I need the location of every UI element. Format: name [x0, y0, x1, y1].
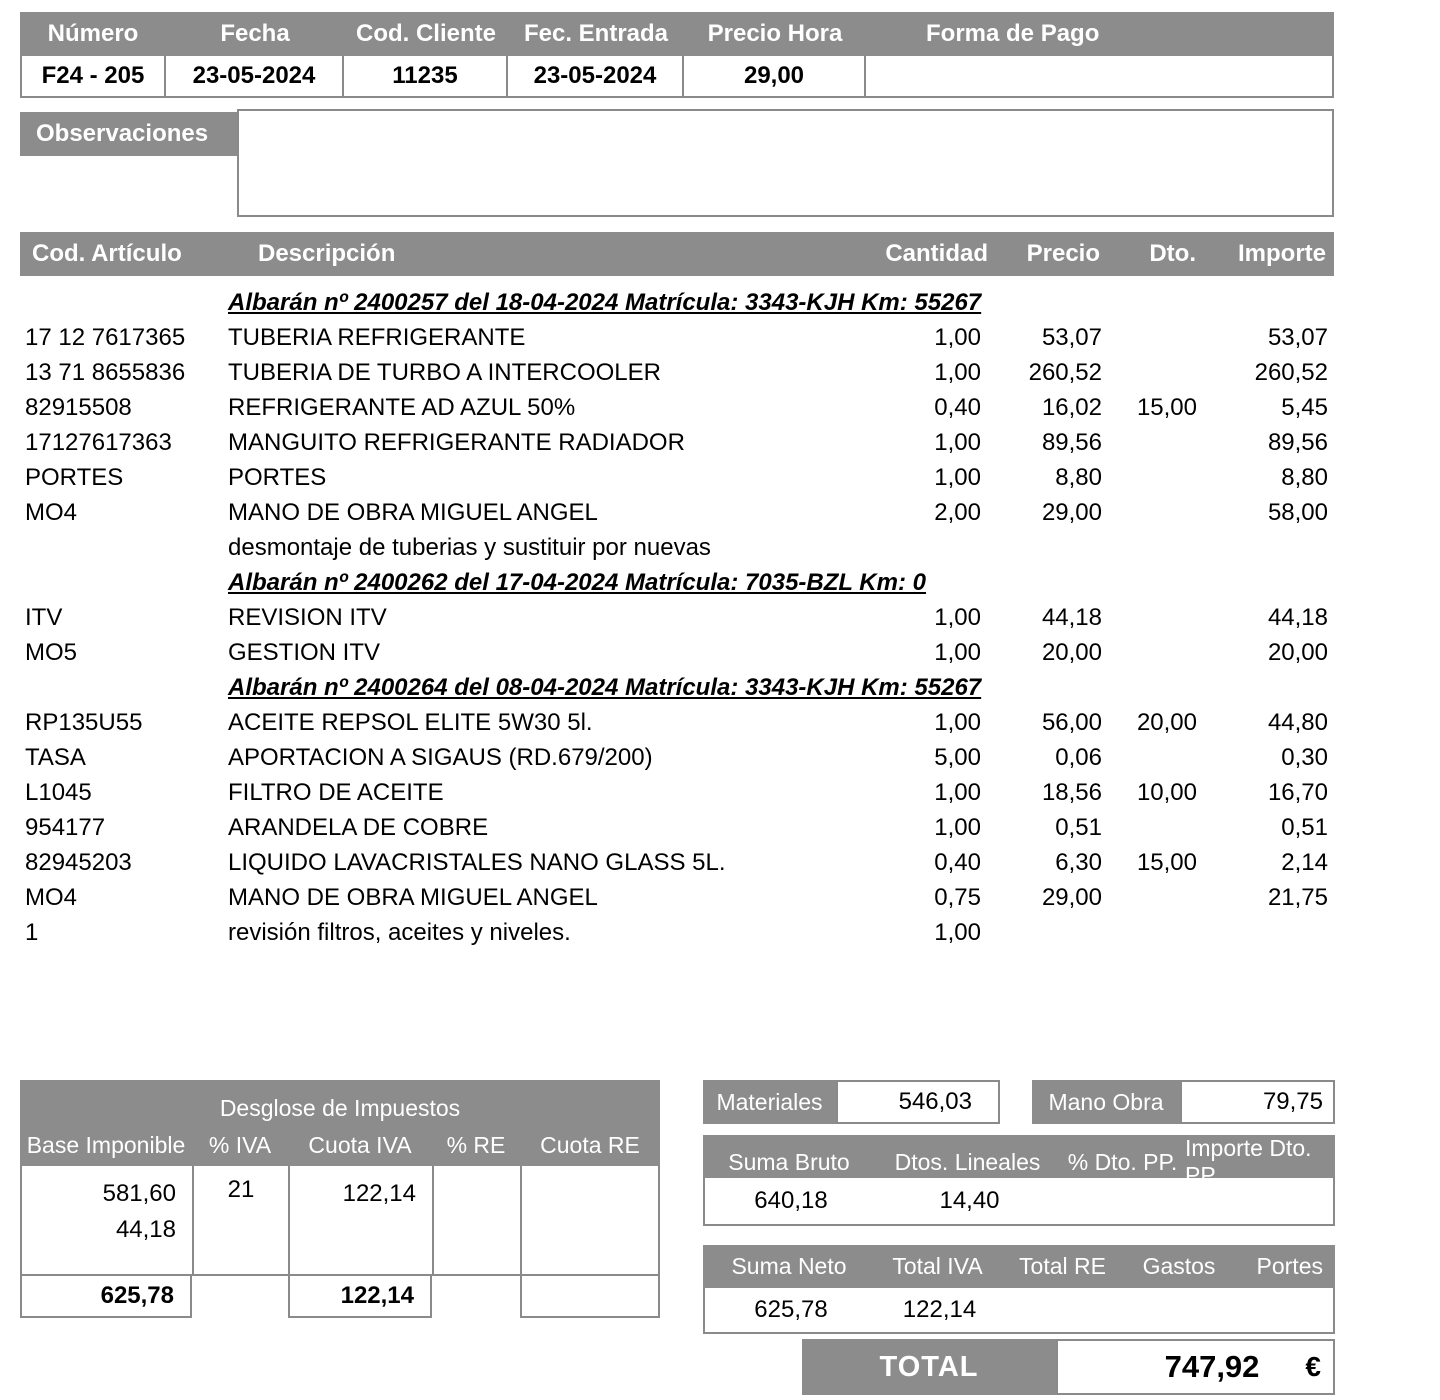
- suma-neto-value: 625,78: [754, 1296, 828, 1323]
- item-price-cell: 0,51: [1055, 813, 1102, 841]
- suma-neto-header: [703, 1245, 1335, 1288]
- item-code-cell: ITV: [25, 603, 63, 631]
- tax-cuota-re-cell: [520, 1166, 660, 1276]
- item-row: [20, 775, 1334, 810]
- items-table: [20, 232, 1334, 950]
- col-total-re: Total RE: [1019, 1253, 1106, 1279]
- item-code-cell: 17 12 7617365: [25, 323, 186, 351]
- item-dto-cell: 15,00: [1136, 393, 1197, 421]
- item-desc-cell: REFRIGERANTE AD AZUL 50%: [228, 393, 576, 421]
- item-code-cell: RP135U55: [25, 708, 143, 736]
- item-price-cell: 29,00: [1041, 498, 1102, 526]
- numero-field[interactable]: F24 - 205: [20, 56, 166, 98]
- tax-re-pct-cell: [432, 1166, 520, 1276]
- invoice-header-table: [20, 12, 1334, 98]
- suma-neto-values: [703, 1288, 1335, 1334]
- items-col-cod-articulo: Cod. Artículo: [32, 240, 182, 267]
- item-price-cell: 44,18: [1041, 603, 1102, 631]
- item-desc-cell: MANO DE OBRA MIGUEL ANGEL: [228, 498, 598, 526]
- tax-iva-pct-cell: 21: [192, 1166, 288, 1276]
- item-amount-cell: 58,00: [1267, 498, 1328, 526]
- tax-col-base-imponible: Base Imponible: [26, 1131, 186, 1158]
- item-row: [20, 425, 1334, 460]
- tax-col-cuota-iva: Cuota IVA: [308, 1131, 412, 1158]
- items-col-dto: Dto.: [1149, 240, 1196, 267]
- item-code-cell: 1: [25, 918, 39, 946]
- item-desc-cell: FILTRO DE ACEITE: [228, 778, 444, 806]
- item-qty-cell: 1,00: [934, 638, 981, 666]
- item-amount-cell: 16,70: [1267, 778, 1328, 806]
- suma-bruto-table: [703, 1135, 1335, 1226]
- materiales-value: 546,03: [836, 1080, 1000, 1124]
- items-header-row: [20, 232, 1334, 276]
- total-amount: 747,92: [1164, 1349, 1260, 1384]
- item-price-cell: 0,06: [1055, 743, 1102, 771]
- items-col-precio: Precio: [1026, 240, 1100, 267]
- forma-pago-field[interactable]: [866, 56, 1334, 98]
- tax-col-cuota-re: Cuota RE: [540, 1131, 640, 1158]
- item-price-cell: 20,00: [1041, 638, 1102, 666]
- observaciones-label: Observaciones: [20, 112, 237, 156]
- item-price-cell: 18,56: [1041, 778, 1102, 806]
- invoice-values-row: [20, 56, 1334, 98]
- observaciones-input[interactable]: [237, 109, 1334, 217]
- tax-cuota-iva-cell: 122,14: [288, 1166, 432, 1276]
- tax-col-pct-iva: % IVA: [208, 1131, 272, 1158]
- col-dtos-lineales: Dtos. Lineales: [894, 1148, 1041, 1175]
- suma-neto-table: [703, 1245, 1335, 1334]
- item-code-cell: MO5: [25, 638, 78, 666]
- item-code-cell: PORTES: [25, 463, 124, 491]
- item-qty-cell: 1,00: [934, 323, 981, 351]
- item-amount-cell: 5,45: [1281, 393, 1328, 421]
- summary-section: [703, 1080, 1335, 1395]
- item-desc-cell: APORTACION A SIGAUS (RD.679/200): [228, 743, 653, 771]
- albaran-group-label: Albarán nº 2400257 del 18-04-2024 Matrícula: 3343-KJH Km: 55267: [228, 288, 982, 316]
- item-dto-cell: 15,00: [1136, 848, 1197, 876]
- portes-value: [1235, 1288, 1337, 1332]
- item-code-cell: 17127617363: [25, 428, 172, 456]
- item-qty-cell: 1,00: [934, 778, 981, 806]
- tax-breakdown-body: [20, 1166, 660, 1276]
- pct-dto-pp-value: [1062, 1178, 1187, 1224]
- item-price-cell: 16,02: [1041, 393, 1102, 421]
- tax-total-cuota-iva: 122,14: [288, 1276, 432, 1318]
- item-row: [20, 530, 1334, 565]
- item-row: [20, 635, 1334, 670]
- item-qty-cell: 1,00: [934, 428, 981, 456]
- item-desc-cell: ACEITE REPSOL ELITE 5W30 5l.: [228, 708, 593, 736]
- item-row: [20, 845, 1334, 880]
- importe-dto-pp-value: [1187, 1178, 1337, 1224]
- item-desc-cell: PORTES: [228, 463, 327, 491]
- item-price-cell: 29,00: [1041, 883, 1102, 911]
- item-desc-cell: MANO DE OBRA MIGUEL ANGEL: [228, 883, 598, 911]
- col-suma-bruto: Suma Bruto: [728, 1148, 850, 1175]
- items-col-cantidad: Cantidad: [885, 240, 988, 267]
- item-desc-cell: MANGUITO REFRIGERANTE RADIADOR: [228, 428, 685, 456]
- dtos-lineales-value: 14,40: [939, 1187, 1000, 1214]
- item-amount-cell: 20,00: [1267, 638, 1328, 666]
- item-row: [20, 915, 1334, 950]
- item-row: [20, 495, 1334, 530]
- tax-breakdown-table: [20, 1080, 660, 1318]
- item-row: [20, 880, 1334, 915]
- item-code-cell: 82945203: [25, 848, 132, 876]
- tax-col-pct-re: % RE: [446, 1131, 506, 1158]
- items-col-descripcion: Descripción: [258, 240, 396, 267]
- item-desc-cell: LIQUIDO LAVACRISTALES NANO GLASS 5L.: [228, 848, 726, 876]
- suma-bruto-value: 640,18: [754, 1187, 828, 1214]
- mano-obra-label: Mano Obra: [1032, 1080, 1180, 1124]
- header-col-fecha: Fecha: [220, 20, 290, 47]
- item-amount-cell: 8,80: [1281, 463, 1328, 491]
- item-row: [20, 740, 1334, 775]
- materiales-label: Materiales: [703, 1080, 836, 1124]
- item-desc-cell: revisión filtros, aceites y niveles.: [228, 918, 571, 946]
- item-code-cell: MO4: [25, 498, 78, 526]
- item-amount-cell: 2,14: [1281, 848, 1328, 876]
- euro-currency-symbol: €: [1305, 1351, 1321, 1382]
- item-qty-cell: 1,00: [934, 918, 981, 946]
- fecha-field[interactable]: 23-05-2024: [166, 56, 344, 98]
- item-qty-cell: 1,00: [934, 603, 981, 631]
- item-qty-cell: 1,00: [934, 708, 981, 736]
- item-code-cell: MO4: [25, 883, 78, 911]
- item-qty-cell: 5,00: [934, 743, 981, 771]
- col-pct-dto-pp: % Dto. PP.: [1067, 1148, 1178, 1175]
- item-price-cell: 260,52: [1028, 358, 1102, 386]
- item-amount-cell: 44,80: [1267, 708, 1328, 736]
- item-qty-cell: 0,40: [934, 848, 981, 876]
- item-row: [20, 320, 1334, 355]
- materials-labour-row: [703, 1080, 1335, 1124]
- item-row: [20, 355, 1334, 390]
- tax-total-cuota-re: [520, 1276, 660, 1318]
- item-qty-cell: 0,75: [934, 883, 981, 911]
- col-gastos: Gastos: [1142, 1253, 1216, 1279]
- total-re-value: [1002, 1288, 1127, 1332]
- item-price-cell: 8,80: [1055, 463, 1102, 491]
- albaran-group-label: Albarán nº 2400264 del 08-04-2024 Matrícula: 3343-KJH Km: 55267: [228, 673, 982, 701]
- item-price-cell: 53,07: [1041, 323, 1102, 351]
- item-desc-cell: REVISION ITV: [228, 603, 387, 631]
- item-row: [20, 810, 1334, 845]
- tax-base-line-2: 44,18: [115, 1216, 176, 1243]
- header-col-forma-pago: Forma de Pago: [926, 20, 1100, 47]
- item-amount-cell: 53,07: [1267, 323, 1328, 351]
- items-col-importe: Importe: [1237, 240, 1326, 267]
- item-qty-cell: 0,40: [934, 393, 981, 421]
- item-row: [20, 460, 1334, 495]
- tax-total-spacer-1: [192, 1276, 288, 1318]
- item-amount-cell: 44,18: [1267, 603, 1328, 631]
- tax-breakdown-header: [20, 1080, 660, 1166]
- tax-breakdown-title: Desglose de Impuestos: [219, 1095, 461, 1121]
- item-desc-cell: GESTION ITV: [228, 638, 381, 666]
- item-price-cell: 89,56: [1041, 428, 1102, 456]
- tax-base-cell: [20, 1166, 192, 1276]
- albaran-group-row: [20, 565, 1334, 600]
- tax-total-base: 625,78: [20, 1276, 192, 1318]
- tax-breakdown-columns: [20, 1124, 660, 1166]
- item-qty-cell: 2,00: [934, 498, 981, 526]
- total-value-box: [1056, 1339, 1335, 1395]
- albaran-group-label: Albarán nº 2400262 del 17-04-2024 Matrícula: 7035-BZL Km: 0: [228, 568, 926, 596]
- item-desc-cell: TUBERIA REFRIGERANTE: [228, 323, 526, 351]
- header-col-precio-hora: Precio Hora: [707, 20, 843, 47]
- item-desc-cell: ARANDELA DE COBRE: [228, 813, 489, 841]
- header-col-fec-entrada: Fec. Entrada: [523, 20, 669, 47]
- col-suma-neto: Suma Neto: [731, 1253, 847, 1279]
- item-amount-cell: 21,75: [1267, 883, 1328, 911]
- item-desc-cell: desmontaje de tuberias y sustituir por nuevas: [228, 533, 711, 561]
- col-portes: Portes: [1256, 1253, 1323, 1279]
- item-price-cell: 6,30: [1055, 848, 1102, 876]
- item-qty-cell: 1,00: [934, 358, 981, 386]
- fec-entrada-field[interactable]: 23-05-2024: [508, 56, 684, 98]
- item-price-cell: 56,00: [1041, 708, 1102, 736]
- item-amount-cell: 0,51: [1281, 813, 1328, 841]
- invoice-header-row: [20, 12, 1334, 56]
- item-desc-cell: TUBERIA DE TURBO A INTERCOOLER: [228, 358, 661, 386]
- item-row: [20, 705, 1334, 740]
- observaciones-section: [20, 109, 1334, 219]
- item-code-cell: TASA: [25, 743, 86, 771]
- gastos-value: [1127, 1288, 1235, 1332]
- albaran-group-row: [20, 285, 1334, 320]
- suma-bruto-header: [703, 1135, 1335, 1188]
- item-qty-cell: 1,00: [934, 813, 981, 841]
- suma-bruto-values: [703, 1178, 1335, 1226]
- item-dto-cell: 20,00: [1136, 708, 1197, 736]
- item-code-cell: 82915508: [25, 393, 132, 421]
- item-amount-cell: 89,56: [1267, 428, 1328, 456]
- grand-total-row: [802, 1339, 1335, 1395]
- item-amount-cell: 0,30: [1281, 743, 1328, 771]
- item-row: [20, 390, 1334, 425]
- tax-breakdown-totals: [20, 1276, 660, 1318]
- header-col-cod-cliente: Cod. Cliente: [355, 20, 496, 47]
- col-importe-dto-pp: Importe Dto. PP.: [1185, 1135, 1312, 1188]
- tax-total-spacer-2: [432, 1276, 520, 1318]
- items-body: [20, 276, 1334, 950]
- item-code-cell: L1045: [25, 778, 92, 806]
- tax-base-line-1: 581,60: [102, 1180, 176, 1207]
- item-amount-cell: 260,52: [1254, 358, 1328, 386]
- item-row: [20, 600, 1334, 635]
- cod-cliente-field[interactable]: 11235: [344, 56, 508, 98]
- total-iva-value: 122,14: [902, 1296, 977, 1323]
- header-col-numero: Número: [47, 20, 139, 47]
- mano-obra-value: 79,75: [1180, 1080, 1335, 1124]
- total-label: TOTAL: [802, 1339, 1056, 1395]
- albaran-group-row: [20, 670, 1334, 705]
- item-code-cell: 954177: [25, 813, 106, 841]
- item-qty-cell: 1,00: [934, 463, 981, 491]
- item-dto-cell: 10,00: [1136, 778, 1197, 806]
- col-total-iva: Total IVA: [892, 1253, 983, 1279]
- item-code-cell: 13 71 8655836: [25, 358, 186, 386]
- precio-hora-field[interactable]: 29,00: [684, 56, 866, 98]
